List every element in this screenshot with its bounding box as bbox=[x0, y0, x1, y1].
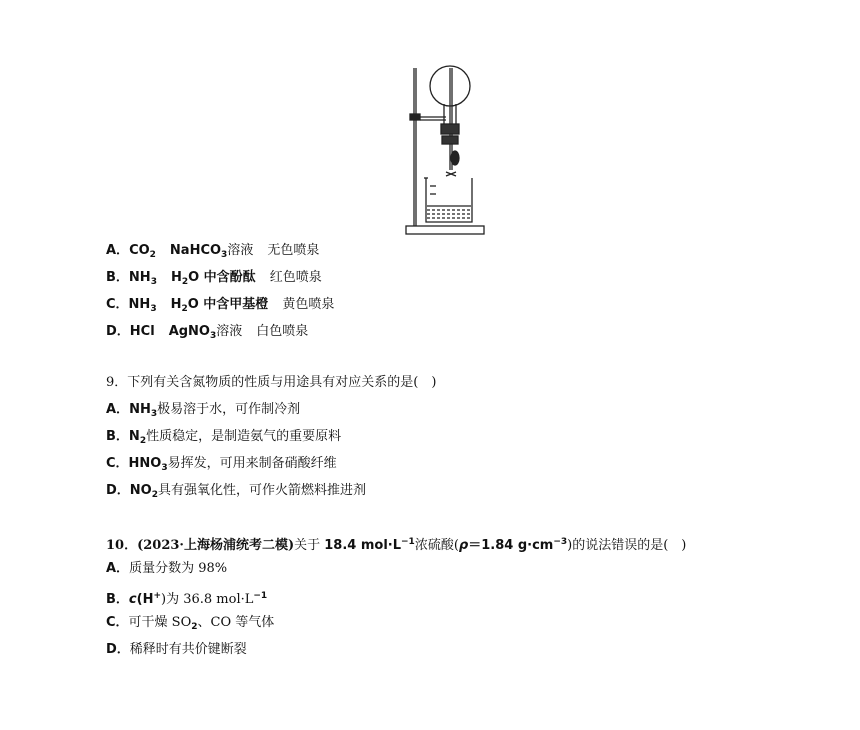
gas-formula: NH bbox=[128, 297, 151, 312]
fountain-apparatus-figure bbox=[400, 60, 490, 240]
question-10-stem bbox=[106, 533, 686, 555]
option-letter: A． bbox=[106, 243, 130, 258]
gas-formula: NH bbox=[128, 270, 151, 285]
question-number: 10． bbox=[106, 538, 138, 553]
concentration: 18.4 mol·L bbox=[324, 538, 402, 553]
liquid-formula: NaHCO bbox=[169, 243, 222, 258]
liquid-formula: AgNO bbox=[168, 324, 210, 339]
result-text: 白色喷泉 bbox=[256, 324, 309, 339]
liquid-subscript: 2 bbox=[181, 304, 188, 314]
liquid-text: O 中含甲基橙 bbox=[187, 297, 269, 312]
formula: NH bbox=[129, 402, 151, 417]
option-letter: B． bbox=[106, 429, 129, 444]
gas-subscript: 2 bbox=[149, 250, 156, 260]
liquid-formula: H bbox=[170, 270, 182, 285]
formula: NO bbox=[129, 483, 152, 498]
option-text: )为 36.8 mol·L bbox=[161, 592, 254, 607]
option-letter: C． bbox=[106, 297, 129, 312]
formula-subscript: 3 bbox=[150, 409, 158, 419]
q10-option-b[interactable] bbox=[106, 587, 267, 609]
q9-option-a[interactable] bbox=[106, 401, 300, 423]
liquid-subscript: 2 bbox=[181, 277, 189, 287]
gas-formula: HCl bbox=[129, 324, 155, 339]
option-text: 具有强氧化性，可作火箭燃料推进剂 bbox=[158, 483, 367, 498]
option-letter: B． bbox=[106, 270, 129, 285]
stem-text: 关于 bbox=[294, 538, 325, 553]
stem-text: )的说法错误的是( ) bbox=[567, 538, 687, 553]
c-symbol: c bbox=[128, 592, 137, 607]
result-text: 无色喷泉 bbox=[267, 243, 320, 258]
q9-option-b[interactable] bbox=[106, 428, 341, 450]
option-text: 极易溶于水，可作制冷剂 bbox=[157, 402, 301, 417]
formula-subscript: 2 bbox=[191, 622, 198, 632]
option-text: 、CO 等气体 bbox=[197, 615, 275, 630]
liquid-subscript: 3 bbox=[221, 250, 228, 260]
result-text: 红色喷泉 bbox=[269, 270, 322, 285]
liquid-subscript: 3 bbox=[210, 331, 217, 341]
option-row-c[interactable] bbox=[106, 296, 334, 318]
charge: + bbox=[153, 591, 162, 601]
q10-option-d[interactable] bbox=[106, 641, 247, 659]
option-letter: C． bbox=[106, 615, 129, 630]
option-letter: D． bbox=[106, 642, 130, 657]
option-letter: A． bbox=[106, 561, 130, 576]
unit-exponent: −1 bbox=[253, 591, 268, 601]
rho-symbol: ρ bbox=[458, 538, 469, 553]
option-text: 质量分数为 98% bbox=[129, 561, 228, 576]
formula: (H bbox=[136, 592, 154, 607]
liquid-text: O 中含酚酞 bbox=[188, 270, 256, 285]
formula: HNO bbox=[128, 456, 162, 471]
option-row-a[interactable] bbox=[106, 242, 319, 264]
option-letter: B． bbox=[106, 592, 129, 607]
result-text: 黄色喷泉 bbox=[282, 297, 335, 312]
stem-text: 浓硫酸( bbox=[414, 538, 459, 553]
question-source: (2023·上海杨浦统考二模) bbox=[137, 538, 295, 553]
liquid-text: 溶液 bbox=[227, 243, 254, 258]
gas-subscript: 3 bbox=[150, 277, 157, 287]
formula-subscript: 3 bbox=[161, 463, 168, 473]
q10-option-c[interactable] bbox=[106, 614, 274, 636]
option-letter: D． bbox=[106, 324, 130, 339]
q10-option-a[interactable] bbox=[106, 560, 227, 578]
option-letter: C． bbox=[106, 456, 129, 471]
option-text: 稀释时有共价键断裂 bbox=[129, 642, 247, 657]
q9-option-d[interactable] bbox=[106, 482, 366, 504]
option-row-d[interactable] bbox=[106, 323, 308, 345]
density: ＝1.84 g·cm bbox=[468, 538, 554, 553]
formula-subscript: 2 bbox=[139, 436, 147, 446]
concentration-exponent: −1 bbox=[401, 537, 415, 547]
option-text: 可干燥 SO bbox=[128, 615, 192, 630]
formula: N bbox=[128, 429, 140, 444]
option-text: 性质稳定，是制造氨气的重要原料 bbox=[146, 429, 342, 444]
option-text: 易挥发，可用来制备硝酸纤维 bbox=[167, 456, 337, 471]
density-exponent: −3 bbox=[553, 537, 568, 547]
gas-subscript: 3 bbox=[150, 304, 157, 314]
option-row-b[interactable] bbox=[106, 269, 322, 291]
question-9-stem: 9．下列有关含氮物质的性质与用途具有对应关系的是( ) bbox=[106, 375, 437, 390]
option-letter: A． bbox=[106, 402, 130, 417]
gas-formula: CO bbox=[129, 243, 150, 258]
q9-option-c[interactable] bbox=[106, 455, 337, 477]
option-letter: D． bbox=[106, 483, 130, 498]
liquid-text: 溶液 bbox=[216, 324, 243, 339]
liquid-formula: H bbox=[170, 297, 182, 312]
formula-subscript: 2 bbox=[151, 490, 158, 500]
